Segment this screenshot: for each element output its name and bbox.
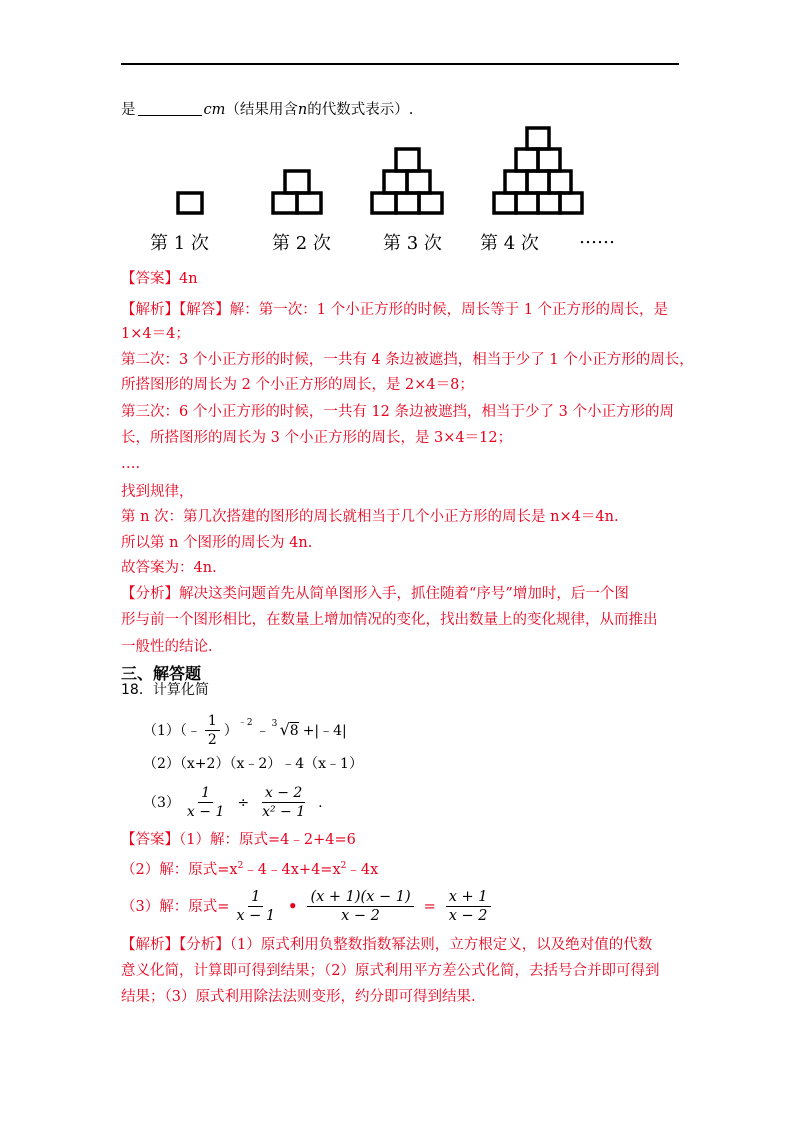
q18-p1-exponent: ﹣2 [237,717,253,728]
analysis-17-line-9: 第 n 次：第几次搭建的图形的周长就相当于几个小正方形的周长是 n×4＝4n. [121,509,619,525]
question-18-title: 18．计算化简 [121,682,209,698]
stack-4 [494,128,582,213]
analysis-17-line-10: 所以第 n 个图形的周长为 4n. [121,535,313,551]
q18-part-1: （1）（﹣ $\frac{1}{2}$ ） $^{﹣2}$ ﹣ 3 √8 +|﹣4| [143,713,347,748]
header-rule [121,63,679,65]
q18-part-3: （3） $\frac{1}{x - 1}$ ÷ $\frac{x - 2}{\text{x² − 1}}$ . [143,785,323,820]
a18-fraction-1: $\frac{1}{x - 1}$ [236,889,276,924]
answer-18-line-1: 【答案】（1）解：原式=4﹣2+4=6 [121,832,356,848]
a18-fraction-2: $\frac{(x + 1)(x - 1)}{x - 2}$ [307,888,413,925]
analysis-17-line-3: 第二次：3 个小正方形的时候，一共有 4 条边被遮挡，相当于少了 1 个小正方形的周长， [121,352,694,368]
q18-p3-fraction-2: $\frac{x - 2}{\text{x² − 1}}$ [262,785,306,820]
stack-2 [273,171,321,213]
analysis-17-line-2: 1×4＝4； [121,326,190,342]
unit-text: cm [203,102,226,118]
stack-3 [372,149,442,213]
figure-label-1: 第 1 次 [150,233,209,254]
a18-fraction-3: $\frac{x + 1}{x - 2}$ [446,888,491,925]
suffix-text-b: 的代数式表示）. [307,102,414,118]
q18-p3-fraction-1: $\frac{1}{x - 1}$ [186,785,225,820]
answer-17 [121,269,198,289]
analysis-17-line-7: …. [121,456,141,472]
figure-label-3: 第 3 次 [383,233,442,254]
analysis-17-line-4: 所搭图形的周长为 2 个小正方形的周长，是 2×4＝8； [121,377,474,393]
fenxi-17-line-1: 【分析】解决这类问题首先从简单图形入手，抓住随着“序号”增加时，后一个图 [121,586,629,602]
analysis-17-line-1: 【解析】【解答】解：第一次：1 个小正方形的时候，周长等于 1 个正方形的周长，是 [121,302,669,318]
section-heading: 三、解答题 [121,664,202,683]
cube-root: 3 √8 [271,719,299,739]
q18-p1-label: （1）（﹣ [143,722,201,739]
figure-label-4: 第 4 次 [480,233,539,254]
answer-blank [138,101,202,116]
analysis-18-line-3: 结果；（3）原式利用除法法则变形，约分即可得到结果. [121,989,476,1005]
answer-label: 【答案】 [121,271,179,287]
analysis-17-line-6: 长，所搭图形的周长为 3 个小正方形的周长，是 3×4＝12； [121,430,513,446]
analysis-17-line-8: 找到规律， [121,484,194,500]
q18-part-2: （2）（x+2）（x﹣2）﹣4（x﹣1） [143,756,363,772]
question-tail-line [121,100,413,120]
stack-1-square [178,193,202,213]
answer-18-line-2: （2）解：原式$=x^2﹣4﹣4x+4=x^2﹣4x$ [121,861,379,878]
q18-p1-fraction: $\frac{1}{2}$ [205,712,220,749]
prefix-text: 是 [121,102,136,118]
answer-value: 4n [179,271,198,287]
analysis-18-line-1: 【解析】【分析】（1）原式利用负整数指数幂法则，立方根定义，以及绝对值的代数 [121,937,653,953]
analysis-17-line-11: 故答案为：4n. [121,560,217,576]
analysis-18-line-2: 意义化简，计算即可得到结果；（2）原式利用平方差公式化简，去括号合并即可得到 [121,963,660,979]
answer-18-line-3: （3）解：原式= $\frac{1}{x - 1}$ • $\frac{(x + 1)(x - 1)}{x - 2}$ = $\frac{x + 1}{x - 2}$ [121,888,495,925]
fenxi-17-line-3: 一般性的结论. [121,639,213,655]
analysis-17-line-5: 第三次：6 个小正方形的时候，一共有 12 条边被遮挡，相当于少了 3 个小正方形的周 [121,404,674,420]
suffix-text-a: （结果用含 [225,102,298,118]
figure-label-ellipsis: …… [579,227,615,248]
var-text: n [297,102,308,118]
figure-label-2: 第 2 次 [272,233,331,254]
fenxi-17-line-2: 形与前一个图形相比，在数量上增加情况的变化，找出数量上的变化规律，从而推出 [121,612,658,628]
